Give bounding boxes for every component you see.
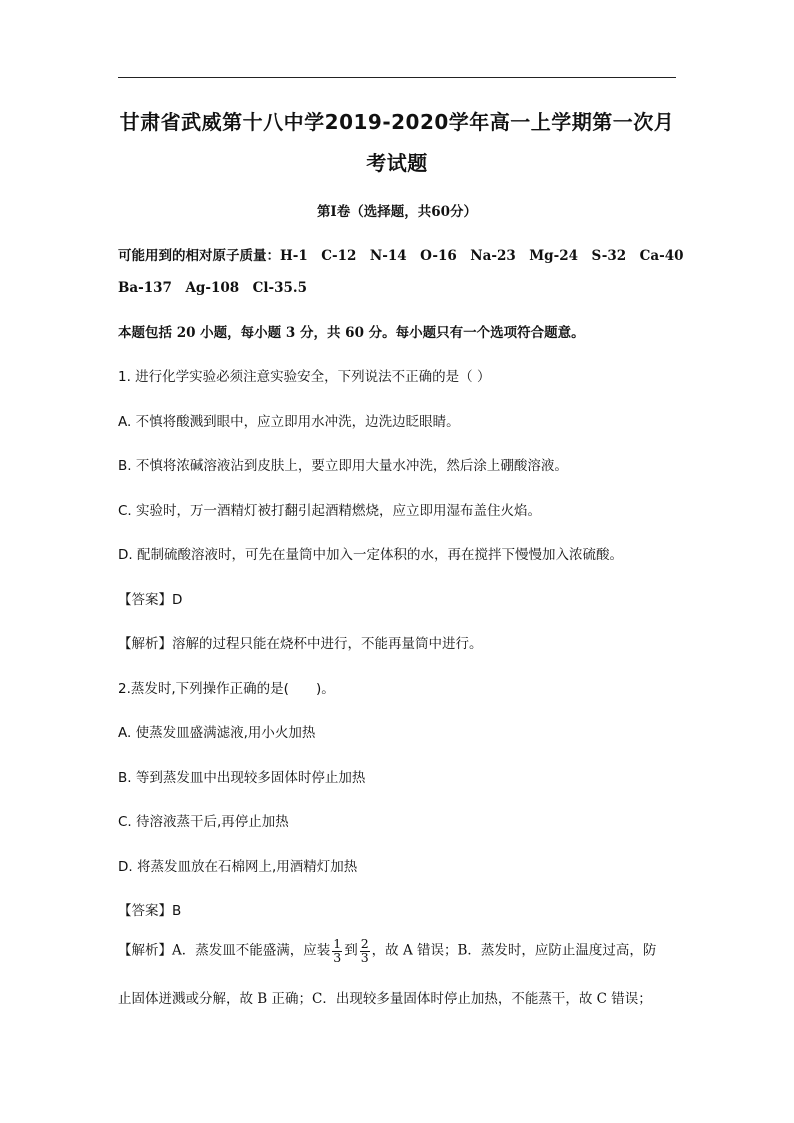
q1-option-c: C. 实验时，万一酒精灯被打翻引起酒精燃烧，应立即用湿布盖住火焰。 <box>118 503 542 519</box>
q2-option-b: B. 等到蒸发皿中出现较多固体时停止加热 <box>118 770 366 786</box>
q2-stem: 2.蒸发时,下列操作正确的是( )。 <box>118 681 335 697</box>
fraction-one-third <box>332 938 342 964</box>
document-title-line2: 考试题 <box>366 151 428 175</box>
instructions: 本题包括 20 小题，每小题 3 分，共 60 分。每小题只有一个选项符合题意。 <box>118 325 585 341</box>
q2-analysis-suffix: ，故 A 错误；B．蒸发时，应防止温度过高，防 <box>371 942 657 959</box>
fraction-denominator: 3 <box>333 949 342 965</box>
header-rule <box>118 77 676 78</box>
q1-analysis: 【解析】溶解的过程只能在烧杯中进行，不能再量筒中进行。 <box>118 636 483 652</box>
fraction-numerator: 1 <box>333 936 342 951</box>
q1-option-b: B. 不慎将浓碱溶液沾到皮肤上，要立即用大量水冲洗，然后涂上硼酸溶液。 <box>118 458 568 474</box>
q1-answer: 【答案】D <box>118 592 183 608</box>
document-title-line1: 甘肃省武威第十八中学2019-2020学年高一上学期第一次月 <box>119 110 675 134</box>
q1-stem: 1. 进行化学实验必须注意实验安全，下列说法不正确的是（ ） <box>118 369 491 385</box>
q2-answer: 【答案】B <box>118 903 182 919</box>
fraction-two-thirds <box>360 938 370 964</box>
fraction-denominator: 3 <box>360 949 369 965</box>
q2-analysis-mid: 到 <box>344 942 358 959</box>
atomic-masses-line1: 可能用到的相对原子质量：H-1 C-12 N-14 O-16 Na-23 Mg-24 S-32 Ca-40 <box>118 248 684 264</box>
q2-option-c: C. 待溶液蒸干后,再停止加热 <box>118 814 289 830</box>
q2-analysis-line1 <box>118 938 656 964</box>
atomic-masses-line2: Ba-137 Ag-108 Cl-35.5 <box>118 280 307 296</box>
q2-option-d: D. 将蒸发皿放在石棉网上,用酒精灯加热 <box>118 859 358 875</box>
fraction-numerator: 2 <box>360 936 369 951</box>
q2-option-a: A. 使蒸发皿盛满滤液,用小火加热 <box>118 725 316 741</box>
q2-analysis-line2: 止固体迸溅或分解，故 B 正确；C．出现较多量固体时停止加热，不能蒸干，故 C 错误； <box>118 991 652 1007</box>
section-heading: 第I卷（选择题，共60分） <box>316 204 478 220</box>
q2-analysis-prefix: 【解析】A．蒸发皿不能盛满，应装 <box>118 942 331 959</box>
q1-option-a: A. 不慎将酸溅到眼中，应立即用水冲洗，边洗边眨眼睛。 <box>118 414 460 430</box>
q1-option-d: D. 配制硫酸溶液时，可先在量筒中加入一定体积的水，再在搅拌下慢慢加入浓硫酸。 <box>118 547 623 563</box>
